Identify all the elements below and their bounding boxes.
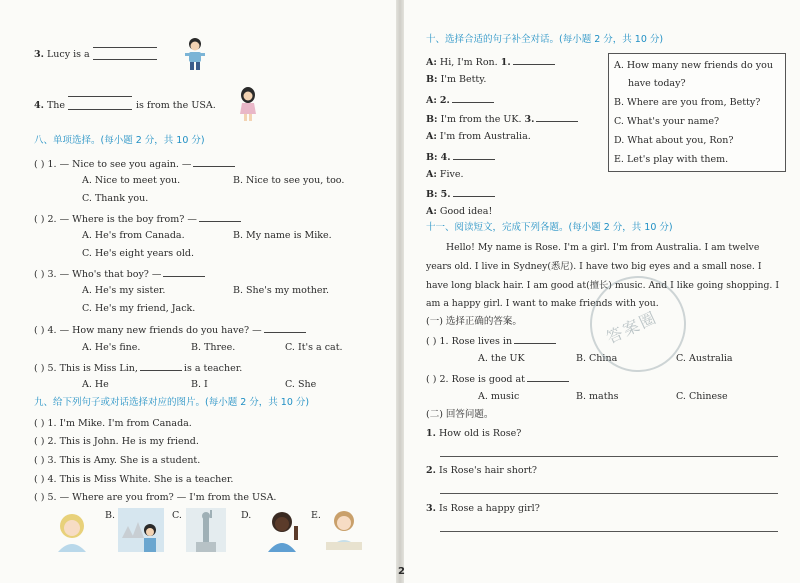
option-c: C. What's your name? bbox=[614, 116, 720, 127]
option-b: B. Three. bbox=[191, 342, 236, 353]
question-3: 3. Lucy is a bbox=[34, 49, 90, 60]
picture-label-e: E. bbox=[311, 510, 321, 521]
match-item-2: ( ) 2. This is John. He is my friend. bbox=[34, 436, 199, 447]
page-number: 2 bbox=[398, 566, 405, 577]
girl-illustration bbox=[236, 86, 260, 126]
option-a: A. He bbox=[82, 379, 109, 390]
option-a-cont: have today? bbox=[628, 78, 686, 89]
option-a: A. He's fine. bbox=[82, 342, 141, 353]
answer-line bbox=[440, 492, 778, 494]
dialog-line-8: B: 5. bbox=[426, 187, 497, 201]
part-2-title: (二) 回答问题。 bbox=[426, 409, 494, 420]
option-b: B. My name is Mike. bbox=[233, 230, 332, 241]
read-item-2-stem: ( ) 2. Rose is good at bbox=[426, 372, 571, 386]
section-8-heading: 八、单项选择。(每小题 2 分，共 10 分) bbox=[34, 135, 205, 146]
option-b: B. Nice to see you, too. bbox=[233, 175, 345, 186]
mc-item-3-stem: ( ) 3. — Who's that boy? — bbox=[34, 267, 207, 281]
book-gutter bbox=[396, 0, 404, 583]
mc-item-1-stem: ( ) 1. — Nice to see you again. — bbox=[34, 157, 237, 171]
question-4-tail: is from the USA. bbox=[136, 100, 216, 111]
answer-blank bbox=[264, 323, 306, 333]
match-item-5: ( ) 5. — Where are you from? — I'm from the USA. bbox=[34, 492, 277, 503]
mc-item-5-stem: ( ) 5. This is Miss Lin, is a teacher. bbox=[34, 363, 243, 374]
answer-blank bbox=[527, 372, 569, 382]
part-1-title: (一) 选择正确的答案。 bbox=[426, 316, 522, 327]
answer-blank bbox=[536, 112, 578, 122]
option-c: C. He's my friend, Jack. bbox=[82, 303, 196, 314]
passage-line-1: Hello! My name is Rose. I'm a girl. I'm from Australia. I am twelve bbox=[446, 242, 760, 253]
answer-blank bbox=[163, 267, 205, 277]
answer-blank bbox=[199, 212, 241, 222]
option-a: A. He's from Canada. bbox=[82, 230, 185, 241]
option-a: A. Nice to meet you. bbox=[82, 175, 181, 186]
teacher-picture bbox=[322, 508, 366, 556]
dialog-line-2: B: I'm Betty. bbox=[426, 74, 487, 85]
match-item-4: ( ) 4. This is Miss White. She is a teacher. bbox=[34, 474, 234, 485]
answer-blank bbox=[453, 187, 495, 197]
section-9-heading: 九、给下列句子或对话选择对应的图片。(每小题 2 分，共 10 分) bbox=[34, 397, 310, 408]
mc-item-2-stem: ( ) 2. — Where is the boy from? — bbox=[34, 212, 243, 226]
option-a: A. How many new friends do you bbox=[614, 60, 773, 71]
picture-label-d: D. bbox=[241, 510, 252, 521]
passage-line-4: am a happy girl. I want to make friends with you. bbox=[426, 298, 659, 309]
answer-blank bbox=[513, 55, 555, 65]
option-a: A. the UK bbox=[478, 353, 525, 364]
section-10-heading: 十、选择合适的句子补全对话。(每小题 2 分，共 10 分) bbox=[426, 34, 664, 45]
dialog-line-9: A: Good idea! bbox=[426, 206, 493, 217]
short-answer-2: 2. Is Rose's hair short? bbox=[426, 465, 538, 476]
option-b: B. Where are you from, Betty? bbox=[614, 97, 761, 108]
short-answer-3: 3. Is Rose a happy girl? bbox=[426, 503, 540, 514]
option-b: B. She's my mother. bbox=[233, 285, 329, 296]
option-c: C. Chinese bbox=[676, 391, 728, 402]
answer-line-bottom bbox=[68, 109, 132, 110]
answer-blank bbox=[514, 334, 556, 344]
option-c: C. It's a cat. bbox=[285, 342, 343, 353]
passage-line-2: years old. I live in Sydney(悉尼). I have two big eyes and a small nose. I bbox=[426, 261, 762, 272]
answer-blank bbox=[140, 361, 182, 371]
read-item-1-stem: ( ) 1. Rose lives in bbox=[426, 334, 558, 348]
match-item-3: ( ) 3. This is Amy. She is a student. bbox=[34, 455, 201, 466]
option-d: D. What about you, Ron? bbox=[614, 135, 734, 146]
dialog-line-3: A: 2. bbox=[426, 93, 496, 107]
dialog-line-4: B: I'm from the UK. 3. bbox=[426, 112, 580, 126]
sydney-boy-picture bbox=[118, 508, 164, 556]
dialog-line-7: A: Five. bbox=[426, 169, 464, 180]
dialog-line-6: B: 4. bbox=[426, 150, 497, 164]
option-c: C. Australia bbox=[676, 353, 733, 364]
question-4: 4. The bbox=[34, 100, 66, 111]
picture-label-c: C. bbox=[172, 510, 182, 521]
option-a: A. music bbox=[478, 391, 520, 402]
short-answer-1: 1. How old is Rose? bbox=[426, 428, 522, 439]
option-a: A. He's my sister. bbox=[82, 285, 166, 296]
answer-line-top bbox=[93, 47, 157, 48]
match-item-1: ( ) 1. I'm Mike. I'm from Canada. bbox=[34, 418, 192, 429]
girl-blonde-picture bbox=[52, 512, 92, 556]
option-b: B. I bbox=[191, 379, 208, 390]
option-c: C. Thank you. bbox=[82, 193, 149, 204]
mc-item-4-stem: ( ) 4. — How many new friends do you have? — bbox=[34, 323, 308, 337]
section-11-heading: 十一、阅读短文，完成下列各题。(每小题 2 分，共 10 分) bbox=[426, 222, 673, 233]
dialog-line-5: A: I'm from Australia. bbox=[426, 131, 531, 142]
picture-label-b: B. bbox=[105, 510, 116, 521]
dialog-line-1: A: Hi, I'm Ron. 1. bbox=[426, 55, 557, 69]
option-e: E. Let's play with them. bbox=[614, 154, 729, 165]
answer-blank bbox=[452, 93, 494, 103]
answer-blank bbox=[453, 150, 495, 160]
boy-waving-picture bbox=[262, 508, 302, 556]
option-b: B. maths bbox=[576, 391, 619, 402]
answer-line-bottom bbox=[93, 59, 157, 60]
option-c: C. He's eight years old. bbox=[82, 248, 195, 259]
answer-line-top bbox=[68, 96, 132, 97]
passage-line-3: have long black hair. I am good at(擅长) music. And I like going shopping. I bbox=[426, 280, 779, 291]
option-b: B. China bbox=[576, 353, 618, 364]
answer-line bbox=[440, 455, 778, 457]
watermark-stamp: 答案圈 bbox=[574, 260, 702, 388]
answer-blank bbox=[193, 157, 235, 167]
boy-illustration bbox=[180, 36, 210, 76]
answer-line bbox=[440, 530, 778, 532]
option-c: C. She bbox=[285, 379, 317, 390]
statue-liberty-picture bbox=[186, 508, 226, 556]
